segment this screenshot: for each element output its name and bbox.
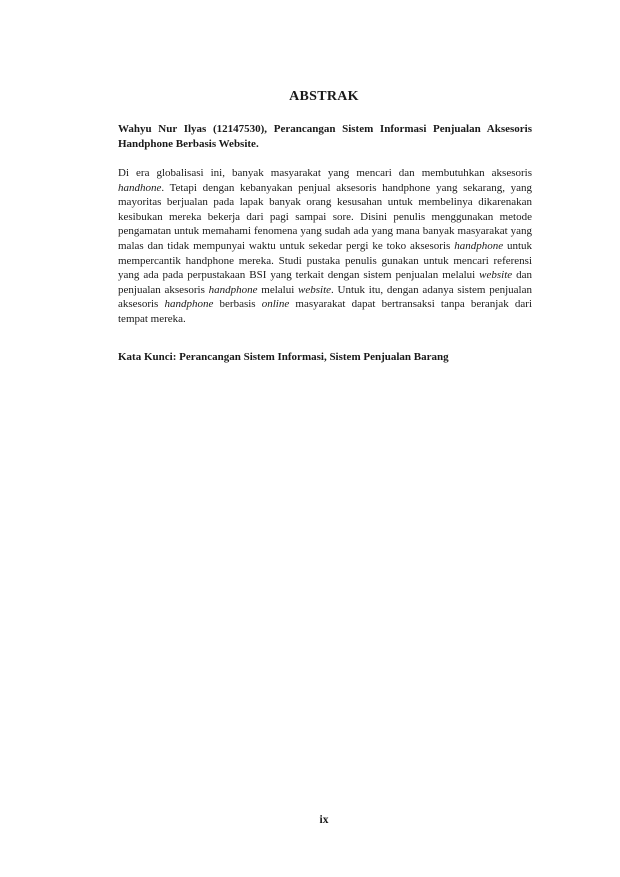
body-text: . Untuk itu, dengan adanya sistem penjualan aksesoris	[118, 283, 532, 311]
body-text: dan penjualan aksesoris	[118, 269, 532, 296]
italic-term: website	[479, 269, 513, 282]
keywords: Kata Kunci: Perancangan Sistem Informasi, Sistem Penjualan Barang	[118, 351, 449, 363]
body-text: melalui	[257, 283, 299, 296]
body-text: . Tetapi dengan kebanyakan penjual aksesoris handphone yang sekarang, yang mayoritas berjualan pada lapak banyak orang kesusahan untuk membelinya dikarenakan kesibukan mereka bekerja dari pagi sampai sore. Disini penulis menggunakan metode pengamatan untuk memahami fenomena yang sudah ada yang mana banyak masyarakat yang malas dan tidak mempunyai waktu untuk sekedar pergi ke toko aksesoris	[118, 181, 532, 252]
italic-term: handphone	[208, 283, 258, 296]
italic-term: online	[261, 298, 290, 311]
italic-term: handhone	[118, 181, 162, 194]
abstract-body	[118, 166, 532, 327]
body-text: Di era globalisasi ini, banyak masyarakat yang mencari dan membutuhkan aksesoris	[118, 167, 532, 179]
italic-term: handphone	[454, 239, 504, 252]
italic-term: website	[298, 283, 332, 296]
body-text: masyarakat dapat bertransaksi tanpa beranjak dari tempat mereka.	[118, 298, 533, 325]
abstract-title: ABSTRAK	[289, 89, 359, 104]
body-text: berbasis	[213, 298, 262, 311]
italic-term: handphone	[164, 298, 214, 311]
body-text: untuk mempercantik handphone mereka. Studi pustaka penulis gunakan untuk mencari referensi yang ada pada perpustakaan BSI yang terkait dengan sistem penjualan melalui	[118, 239, 532, 282]
page-number: ix	[319, 814, 329, 826]
author-and-thesis-title: Wahyu Nur Ilyas (12147530), Perancangan Sistem Informasi Penjualan Aksesoris Handphone Berbasis Website.	[118, 123, 532, 150]
